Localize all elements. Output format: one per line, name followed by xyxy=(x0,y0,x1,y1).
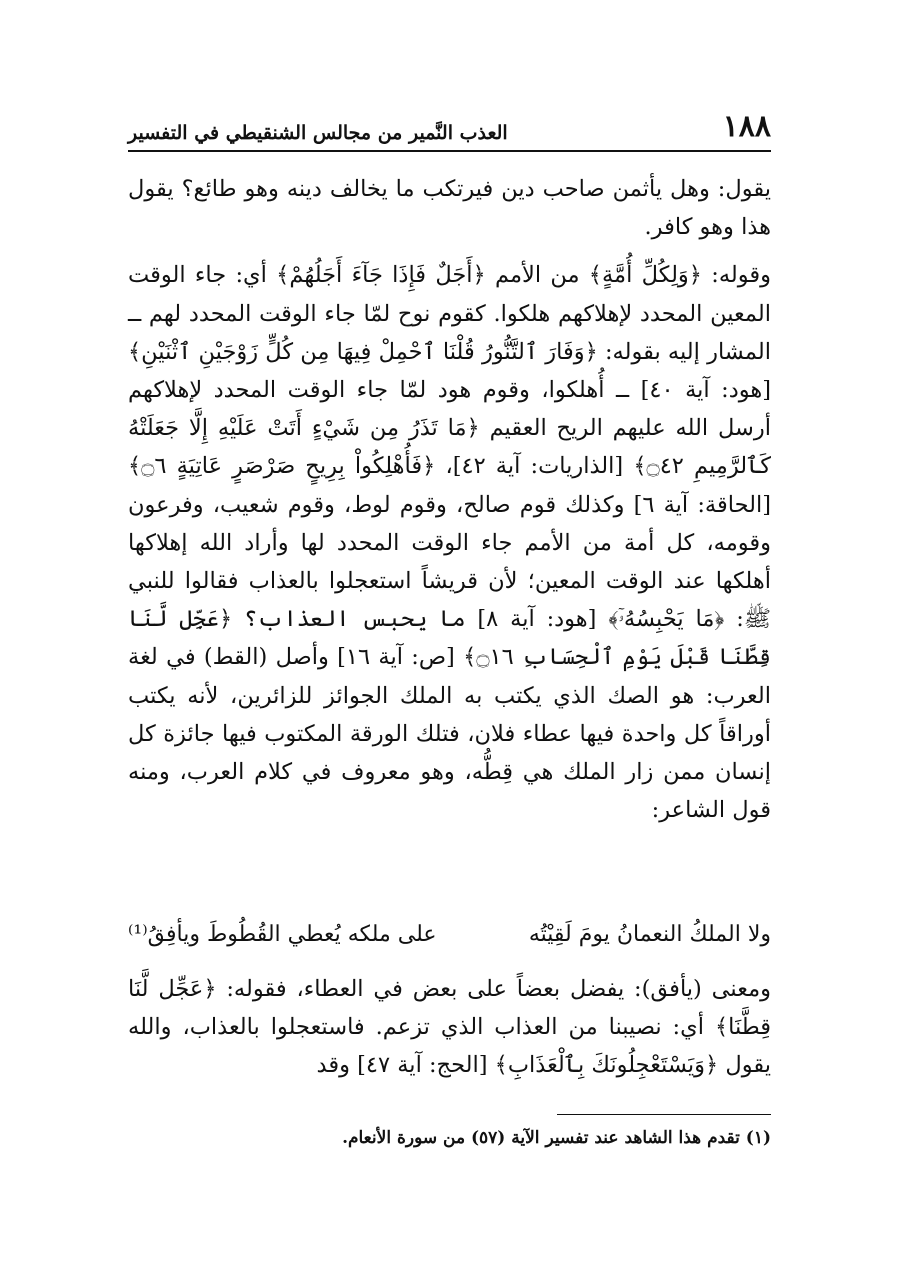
main-text-continued xyxy=(128,970,771,1085)
paragraph-2: وقوله: ﴿وَلِكُلِّ أُمَّةٍ﴾ من الأمم ﴿أَجَلٌ فَإِذَا جَآءَ أَجَلُهُمْ﴾ أي: جاء الوقت المعين المحدد لإهلاكهم هلكوا. كقوم نوح لمّا جاء الوقت المحدد لهم ــ المشار إليه بقوله: ﴿وَفَارَ ٱلتَّنُّورُ قُلْنَا ٱحْمِلْ فِيهَا مِن كُلٍّ زَوْجَيْنِ ٱثْنَيْنِ﴾ [هود: آية ٤٠] ــ أُهلكوا، وقوم هود لمّا جاء الوقت المحدد لإهلاكهم أرسل الله عليهم الريح العقيم ﴿مَا تَذَرُ مِن شَيْءٍ أَتَتْ عَلَيْهِ إِلَّا جَعَلَتْهُ كَٱلرَّمِيمِ ۝٤٢﴾ [الذاريات: آية ٤٢]، ﴿فَأُهْلِكُواْ بِرِيحٍ صَرْصَرٍ عَاتِيَةٍ ۝٦﴾ [الحاقة: آية ٦] وكذلك قوم صالح، وقوم لوط، وقوم شعيب، وفرعون وقومه، كل أمة من الأمم جاء الوقت المحدد لها وأراد الله إهلاكها أهلكها عند الوقت المعين؛ لأن قريشاً استعجلوا بالعذاب فقالوا للنبي ﷺ: ﴿مَا يَحْبِسُهُۥٓ﴾ [هود: آية ٨] ما يحبس العذاب؟ ﴿عَجِّل لَّنَا قِطَّنَا قَبْلَ يَوْمِ ٱلْحِسَابِ ۝١٦﴾ [ص: آية ١٦] وأصل (القط) في لغة العرب: هو الصك الذي يكتب به الملك الجوائز للزائرين، لأنه يكتب أوراقاً كل واحدة فيها عطاء فلان، فتلك الورقة المكتوب فيها جائزة كل إنسان ممن زار الملك هي قِطُّه، وهو معروف في كلام العرب، ومنه قول الشاعر: xyxy=(128,262,772,824)
verse-first-hemistich: ولا الملكُ النعمانُ يومَ لَقِيْتُه xyxy=(528,921,771,947)
verse-second-hemistich: على ملكه يُعطي القُطُوطَ ويأفِقُ⁽¹⁾ xyxy=(128,921,437,947)
page-number: ١٨٨ xyxy=(722,109,771,144)
poetry-verse xyxy=(128,914,771,954)
running-title: العذب النَّمير من مجالس الشنقيطي في التفسير xyxy=(128,122,508,144)
main-text xyxy=(128,170,771,829)
paragraph-3: ومعنى (يأفق): يفضل بعضاً على بعض في العطاء، فقوله: ﴿عَجِّل لَّنَا قِطَّنَا﴾ أي: نصيبنا من العذاب الذي تزعم. فاستعجلوا بالعذاب، والله يقول ﴿وَيَسْتَعْجِلُونَكَ بِٱلْعَذَابِ﴾ [الحج: آية ٤٧] وقد xyxy=(128,976,771,1079)
paragraph-1: يقول: وهل يأثمن صاحب دين فيرتكب ما يخالف دينه وهو طائع؟ يقول هذا وهو كافر. xyxy=(128,176,771,241)
footnote: (١) تقدم هذا الشاهد عند تفسير الآية (٥٧) من سورة الأنعام. xyxy=(342,1128,771,1148)
footnote-divider xyxy=(557,1114,771,1115)
page-header xyxy=(128,109,771,152)
